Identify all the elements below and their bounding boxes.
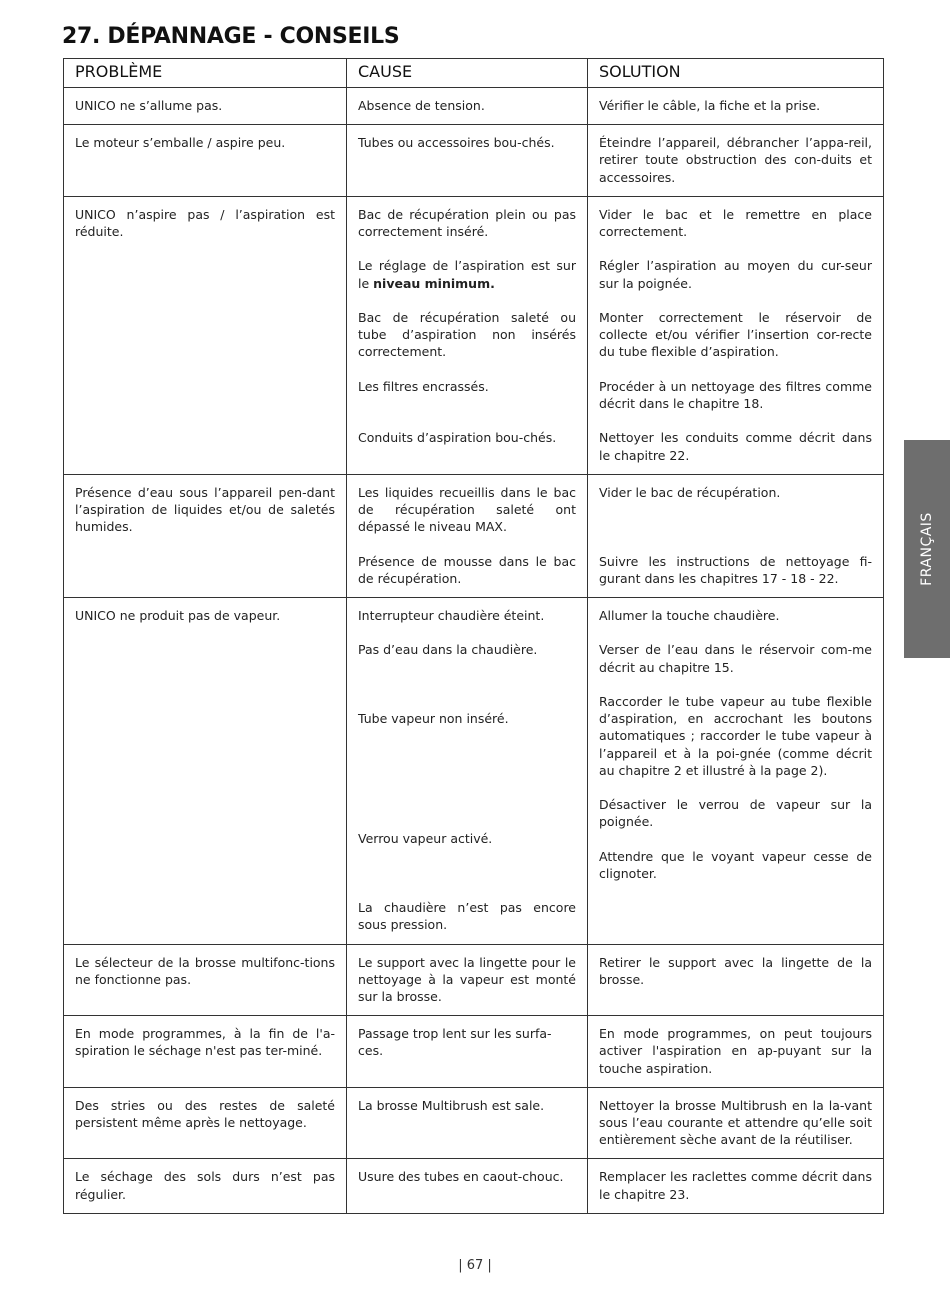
cause-cell: [347, 1087, 588, 1159]
solution-text: Remplacer les raclettes comme décrit dans le chapitre 23.: [599, 1169, 872, 1202]
cause-text: Verrou vapeur activé.: [358, 831, 493, 847]
problem-cell: [64, 598, 347, 945]
cause-text: Tube vapeur non inséré.: [358, 711, 509, 727]
cause-cell: [347, 944, 588, 1016]
problem-cell: [64, 1087, 347, 1159]
cause-cell: [347, 88, 588, 125]
language-tab-label: FRANÇAIS: [919, 512, 935, 586]
header-solution: SOLUTION: [588, 59, 884, 88]
solution-cell: [588, 88, 884, 125]
table-row: [64, 1159, 884, 1213]
table-row: [64, 125, 884, 197]
solution-text: Nettoyer la brosse Multibrush en la la-vant sous l’eau courante et attendre qu’elle soit entièrement sèche avant de la réutiliser.: [599, 1097, 872, 1148]
cause-text-part: Le réglage de l’aspiration est sur le: [358, 258, 576, 291]
problem-text: Le moteur s’emballe / aspire peu.: [75, 135, 286, 151]
problem-text: UNICO ne s’allume pas.: [75, 98, 223, 113]
solution-text: Allumer la touche chaudière.: [599, 608, 780, 623]
cause-text: Tubes ou accessoires bou-chés.: [358, 135, 555, 151]
cause-text: La brosse Multibrush est sale.: [358, 1097, 545, 1113]
solution-cell: [588, 125, 884, 197]
table-row: [64, 598, 884, 945]
cause-text: Pas d’eau dans la chaudière.: [358, 642, 538, 658]
solution-text: Procéder à un nettoyage des filtres comme décrit dans le chapitre 18.: [599, 378, 872, 411]
solution-cell: [588, 196, 884, 474]
solution-text: Désactiver le verrou de vapeur sur la poignée.: [599, 797, 872, 830]
problem-cell: [64, 88, 347, 125]
solution-text: Verser de l’eau dans le réservoir com-me décrit au chapitre 15.: [599, 642, 872, 675]
problem-text: Le sélecteur de la brosse multifonc-tions ne fonctionne pas.: [75, 954, 335, 987]
cause-emphasis: niveau minimum.: [373, 275, 495, 291]
table-header-row: [64, 59, 884, 88]
problem-cell: [64, 196, 347, 474]
problem-text: UNICO ne produit pas de vapeur.: [75, 608, 281, 623]
cause-text: Le support avec la lingette pour le nettoyage à la vapeur est monté sur la brosse.: [358, 954, 576, 1005]
header-cause: CAUSE: [347, 59, 588, 88]
table-row: [64, 196, 884, 474]
page-number: | 67 |: [458, 1258, 492, 1273]
solution-cell: [588, 1159, 884, 1213]
table-row: [64, 1016, 884, 1088]
solution-text: Vider le bac de récupération.: [599, 484, 781, 500]
cause-text: Présence de mousse dans le bac de récupération.: [358, 553, 576, 586]
solution-cell: [588, 598, 884, 945]
solution-text: Éteindre l’appareil, débrancher l’appa-reil, retirer toute obstruction des con-duits et accessoires.: [599, 135, 872, 185]
problem-cell: [64, 1016, 347, 1088]
solution-text: Vider le bac et le remettre en place correctement.: [599, 206, 872, 240]
cause-cell: [347, 196, 588, 474]
solution-text: Vérifier le câble, la fiche et la prise.: [599, 98, 821, 113]
problem-text: En mode programmes, à la fin de l'a-spiration le séchage n'est pas ter-miné.: [75, 1026, 335, 1059]
problem-cell: [64, 125, 347, 197]
cause-text: Les filtres encrassés.: [358, 378, 489, 394]
cause-text: [358, 257, 576, 291]
cause-cell: [347, 598, 588, 945]
cause-text: Absence de tension.: [358, 98, 485, 113]
cause-cell: [347, 1159, 588, 1213]
cause-text: Bac de récupération plein ou pas correctement inséré.: [358, 206, 576, 240]
solution-cell: [588, 474, 884, 597]
solution-text: Monter correctement le réservoir de collecte et/ou vérifier l’insertion cor-recte du tube flexible d’aspiration.: [599, 310, 872, 360]
table-row: [64, 1087, 884, 1159]
cause-text: La chaudière n’est pas encore sous pression.: [358, 900, 576, 933]
problem-text: Présence d’eau sous l’appareil pen-dant l’aspiration de liquides et/ou de saletés humides.: [75, 484, 335, 535]
problem-cell: [64, 1159, 347, 1213]
header-problem: PROBLÈME: [64, 59, 347, 88]
solution-cell: [588, 944, 884, 1016]
solution-text: Retirer le support avec la lingette de la brosse.: [599, 954, 872, 987]
cause-text: Bac de récupération saleté ou tube d’aspiration non insérés correctement.: [358, 310, 576, 360]
solution-text: Nettoyer les conduits comme décrit dans le chapitre 22.: [599, 430, 872, 463]
solution-text: En mode programmes, on peut toujours activer l'aspiration en ap-puyant sur la touche aspiration.: [599, 1026, 872, 1076]
cause-cell: [347, 1016, 588, 1088]
page-title: 27. DÉPANNAGE - CONSEILS: [62, 24, 400, 49]
cause-cell: [347, 474, 588, 597]
cause-text: Interrupteur chaudière éteint.: [358, 608, 545, 623]
solution-text: Raccorder le tube vapeur au tube flexible d’aspiration, en accrochant les boutons automatiques ; raccorder le tube vapeur à l’appareil et à la poi-gnée (comme décrit au chapitre 2 et illustré à la page 2).: [599, 693, 872, 778]
table-row: [64, 88, 884, 125]
cause-text: Usure des tubes en caout-chouc.: [358, 1169, 564, 1185]
solution-text: Suivre les instructions de nettoyage fi-gurant dans les chapitres 17 - 18 - 22.: [599, 553, 872, 586]
problem-cell: [64, 944, 347, 1016]
table-row: [64, 474, 884, 597]
cause-text: Conduits d’aspiration bou-chés.: [358, 430, 557, 446]
problem-text: Le séchage des sols durs n’est pas régulier.: [75, 1169, 335, 1202]
problem-text: UNICO n’aspire pas / l’aspiration est réduite.: [75, 206, 335, 240]
cause-text: Les liquides recueillis dans le bac de récupération saleté ont dépassé le niveau MAX.: [358, 484, 576, 535]
problem-text: Des stries ou des restes de saleté persistent même après le nettoyage.: [75, 1097, 335, 1131]
solution-cell: [588, 1016, 884, 1088]
cause-cell: [347, 125, 588, 197]
problem-cell: [64, 474, 347, 597]
solution-cell: [588, 1087, 884, 1159]
table-row: [64, 944, 884, 1016]
solution-text: Attendre que le voyant vapeur cesse de clignoter.: [599, 848, 872, 881]
troubleshooting-table: [63, 58, 884, 1214]
cause-text: Passage trop lent sur les surfa-ces.: [358, 1026, 552, 1059]
language-tab: [904, 440, 950, 658]
solution-text: Régler l’aspiration au moyen du cur-seur sur la poignée.: [599, 258, 872, 291]
